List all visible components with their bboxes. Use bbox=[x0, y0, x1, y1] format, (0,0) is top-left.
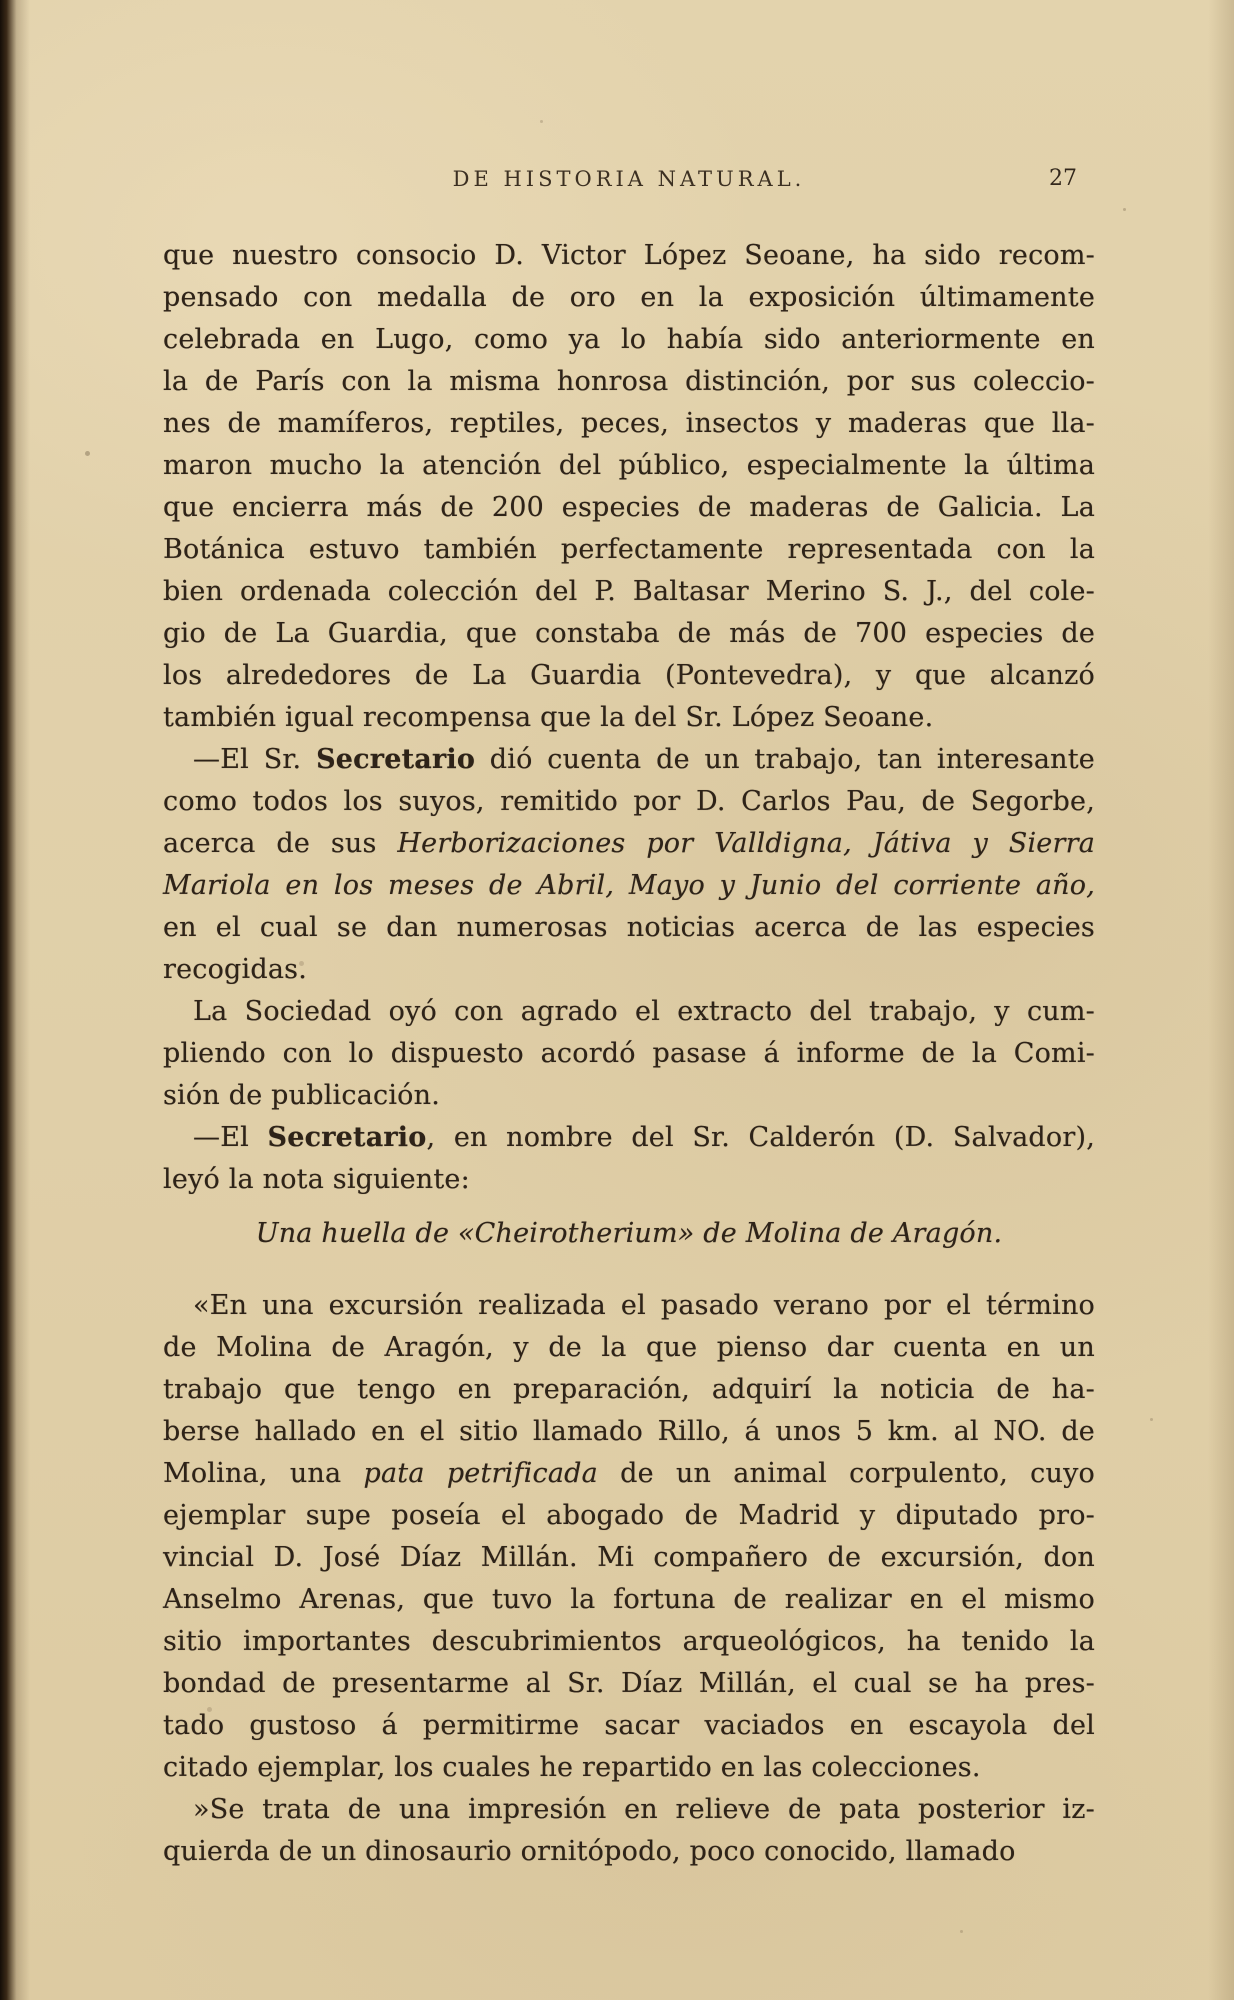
text-line: nes de mamíferos, reptiles, peces, insectos y maderas que lla- bbox=[163, 408, 1095, 439]
text-line: también igual recompensa que la del Sr. López Seoane. bbox=[163, 702, 934, 733]
text-line: vincial D. José Díaz Millán. Mi compañero de excursión, don bbox=[163, 1542, 1095, 1573]
section-heading: Una huella de «Cheirotherium» de Molina de Aragón. bbox=[255, 1218, 1003, 1249]
running-header bbox=[163, 164, 1095, 194]
text-line: de Molina de Aragón, y de la que pienso dar cuenta en un bbox=[163, 1332, 1095, 1363]
text-line: pensado con medalla de oro en la exposición últimamente bbox=[163, 282, 1095, 313]
text-line: que encierra más de 200 especies de maderas de Galicia. La bbox=[163, 492, 1095, 523]
text-line: recogidas. bbox=[163, 954, 308, 985]
text-line: bien ordenada colección del P. Baltasar Merino S. J., del cole- bbox=[163, 576, 1095, 607]
text-line: —El Secretario, en nombre del Sr. Calderón (D. Salvador), bbox=[193, 1122, 1095, 1153]
text-line: acerca de sus Herborizaciones por Valldigna, Játiva y Sierra bbox=[163, 828, 1095, 859]
text-line: La Sociedad oyó con agrado el extracto del trabajo, y cum- bbox=[193, 996, 1095, 1027]
text-line: sitio importantes descubrimientos arqueológicos, ha tenido la bbox=[163, 1626, 1095, 1657]
text-line: pliendo con lo dispuesto acordó pasase á informe de la Comi- bbox=[163, 1038, 1095, 1069]
text-line: ejemplar supe poseía el abogado de Madrid y diputado pro- bbox=[163, 1500, 1095, 1531]
text-line: celebrada en Lugo, como ya lo había sido anteriormente en bbox=[163, 324, 1095, 355]
page-edge-shade bbox=[1208, 0, 1234, 2000]
text-line: »Se trata de una impresión en relieve de pata posterior iz- bbox=[193, 1794, 1095, 1825]
text-line: citado ejemplar, los cuales he repartido en las colecciones. bbox=[163, 1752, 981, 1783]
text-line: leyó la nota siguiente: bbox=[163, 1164, 470, 1195]
text-line: bondad de presentarme al Sr. Díaz Millán, el cual se ha pres- bbox=[163, 1668, 1095, 1699]
text-line: sión de publicación. bbox=[163, 1080, 440, 1111]
binding-edge-shadow bbox=[0, 0, 30, 2000]
page-number: 27 bbox=[1049, 166, 1077, 191]
text-line: como todos los suyos, remitido por D. Carlos Pau, de Segorbe, bbox=[163, 786, 1095, 817]
text-line: berse hallado en el sitio llamado Rillo, á unos 5 km. al NO. de bbox=[163, 1416, 1095, 1447]
text-line: los alrededores de La Guardia (Pontevedra), y que alcanzó bbox=[163, 660, 1095, 691]
text-line: Mariola en los meses de Abril, Mayo y Junio del corriente año, bbox=[163, 870, 1095, 901]
text-line: tado gustoso á permitirme sacar vaciados en escayola del bbox=[163, 1710, 1095, 1741]
text-line: Botánica estuvo también perfectamente representada con la bbox=[163, 534, 1095, 565]
paper-specks bbox=[0, 0, 3, 3]
text-line: quierda de un dinosaurio ornitópodo, poco conocido, llamado bbox=[163, 1836, 1016, 1867]
text-line: maron mucho la atención del público, especialmente la última bbox=[163, 450, 1095, 481]
text-line: que nuestro consocio D. Victor López Seoane, ha sido recom- bbox=[163, 240, 1095, 271]
text-line: en el cual se dan numerosas noticias acerca de las especies bbox=[163, 912, 1095, 943]
text-line: Molina, una pata petrificada de un animal corpulento, cuyo bbox=[163, 1458, 1096, 1489]
text-line: trabajo que tengo en preparación, adquirí la noticia de ha- bbox=[163, 1374, 1095, 1405]
text-line: gio de La Guardia, que constaba de más de 700 especies de bbox=[163, 618, 1095, 649]
body-text-block bbox=[163, 235, 1095, 1873]
text-line: —El Sr. Secretario dió cuenta de un trabajo, tan interesante bbox=[193, 744, 1095, 775]
text-line: Anselmo Arenas, que tuvo la fortuna de realizar en el mismo bbox=[163, 1584, 1095, 1615]
text-line: «En una excursión realizada el pasado verano por el término bbox=[193, 1290, 1095, 1321]
text-line: la de París con la misma honrosa distinción, por sus coleccio- bbox=[163, 366, 1095, 397]
running-title: DE HISTORIA NATURAL. bbox=[452, 167, 806, 191]
